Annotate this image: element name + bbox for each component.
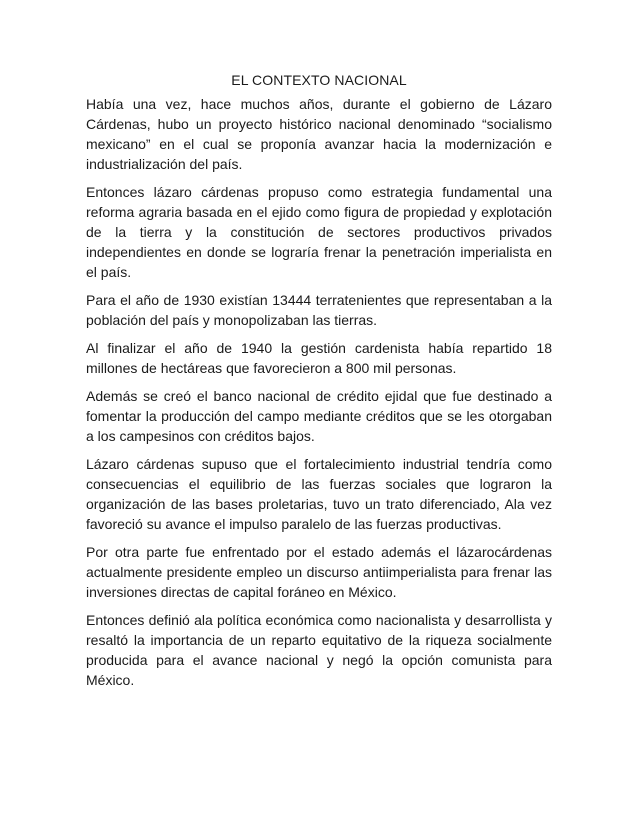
paragraph-2: Entonces lázaro cárdenas propuso como estrategia fundamental una reforma agraria basada en el ejido como figura de propiedad y explotación de la tierra y la constitución de sectores productivos privados independientes en donde se lograría frenar la penetración imperialista en el país.: [86, 184, 552, 280]
document-title: EL CONTEXTO NACIONAL: [231, 72, 407, 88]
paragraph-1: Había una vez, hace muchos años, durante el gobierno de Lázaro Cárdenas, hubo un proyecto histórico nacional denominado “socialismo mexicano” en el cual se proponía avanzar hacia la modernización e industrialización del país.: [86, 96, 552, 172]
paragraph-4: Al finalizar el año de 1940 la gestión cardenista había repartido 18 millones de hectáreas que favorecieron a 800 mil personas.: [86, 340, 552, 376]
paragraph-7: Por otra parte fue enfrentado por el estado además el lázarocárdenas actualmente presidente empleo un discurso antiimperialista para frenar las inversiones directas de capital foráneo en México.: [86, 544, 552, 600]
document-page: [86, 70, 552, 698]
paragraph-6: Lázaro cárdenas supuso que el fortalecimiento industrial tendría como consecuencias el equilibrio de las fuerzas sociales que lograron la organización de las bases proletarias, tuvo un trato diferenciado, Ala vez favoreció su avance el impulso paralelo de las fuerzas productivas.: [86, 456, 552, 532]
paragraph-3: Para el año de 1930 existían 13444 terratenientes que representaban a la población del país y monopolizaban las tierras.: [86, 292, 552, 328]
paragraph-8: Entonces definió ala política económica como nacionalista y desarrollista y resaltó la importancia de un reparto equitativo de la riqueza socialmente producida para el avance nacional y negó la opción comunista para México.: [86, 612, 552, 688]
paragraph-5: Además se creó el banco nacional de crédito ejidal que fue destinado a fomentar la producción del campo mediante créditos que se les otorgaban a los campesinos con créditos bajos.: [86, 388, 552, 444]
